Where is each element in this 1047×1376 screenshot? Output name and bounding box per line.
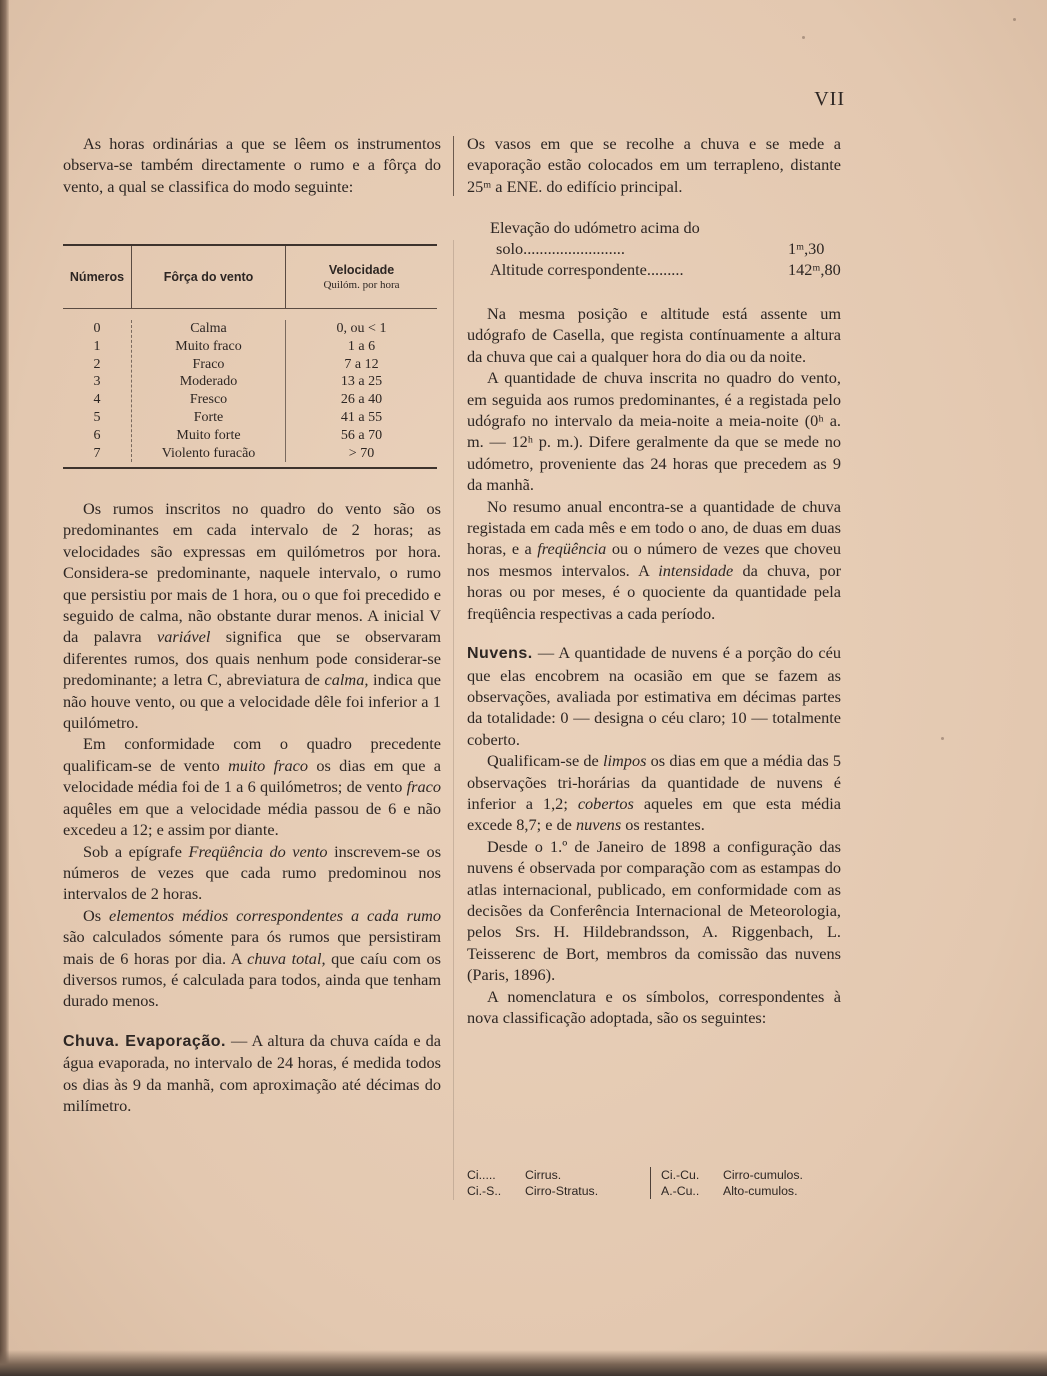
table-cell-number: 1 bbox=[93, 338, 101, 354]
table-cell-velocity: 1 a 6 bbox=[347, 338, 376, 354]
table-cell-force: Violento furacão bbox=[161, 445, 256, 461]
cloud-entry: Ci.-Cu. Cirro-cumulos. bbox=[661, 1168, 803, 1182]
paragraph-chuva: Chuva. Evaporação. — A altura da chuva caída e da água evaporada, no intervalo de 24 horas, é medida todos os dias às 9 da manhã, com aproximação até décimas do milímetro. bbox=[63, 1030, 441, 1115]
table-cell-velocity: 56 a 70 bbox=[340, 427, 383, 443]
page-number: VII bbox=[814, 88, 845, 110]
elevation-block bbox=[490, 217, 840, 280]
elevation-row-1: Elevação do udómetro acima do bbox=[490, 218, 700, 237]
paper-spot bbox=[1013, 18, 1016, 21]
right-column-body bbox=[467, 303, 841, 1028]
cloud-entry: A.-Cu.. Alto-cumulos. bbox=[661, 1184, 798, 1198]
paragraph-udografo: Na mesma posição e altitude está assente um udógrafo de Casella, que regista contínuamente a altura da chuva que cai a qualquer hora do dia ou da noite. bbox=[467, 304, 841, 366]
altitude-value: 142ᵐ,80 bbox=[788, 260, 841, 279]
column-divider bbox=[453, 136, 454, 196]
table-cell-force: Fraco bbox=[192, 356, 225, 372]
paragraph-qualificam: Qualificam-se de limpos os dias em que a média das 5 observações tri-horárias da quantidade de nuvens é inferior a 1,2; cobertos aqueles em que esta média excede 8,7; e de nuvens os restantes. bbox=[467, 751, 842, 835]
table-cell-number: 4 bbox=[93, 392, 101, 408]
table-cell-velocity: 7 a 12 bbox=[344, 356, 379, 372]
paper-spot bbox=[802, 36, 805, 39]
header-velocity-unit: Quilóm. por hora bbox=[323, 279, 400, 291]
column-divider-faint bbox=[453, 240, 454, 1200]
table-cell-velocity: 0, ou < 1 bbox=[336, 321, 387, 336]
column-velocities bbox=[286, 320, 437, 462]
elevation-value: 1ᵐ,30 bbox=[788, 239, 825, 258]
paragraph-frequencia: Sob a epígrafe Freqüência do vento inscrevem-se os números de vezes que cada rumo predominou nos intervalos de 2 horas. bbox=[63, 841, 442, 904]
table-header bbox=[63, 246, 437, 309]
table-cell-force: Muito forte bbox=[176, 427, 241, 443]
table-cell-velocity: 13 a 25 bbox=[340, 374, 383, 390]
table-cell-force: Muito fraco bbox=[175, 338, 242, 354]
heading-nuvens: Nuvens. bbox=[467, 645, 533, 663]
cloud-column-left bbox=[467, 1167, 651, 1199]
column-numbers bbox=[63, 320, 132, 462]
table-cell-number: 0 bbox=[93, 321, 101, 336]
table-cell-velocity: > 70 bbox=[348, 445, 375, 461]
header-velocity: Velocidade Quilóm. por hora bbox=[323, 263, 400, 291]
table-cell-force: Calma bbox=[190, 321, 227, 336]
cloud-column-right bbox=[651, 1167, 803, 1199]
header-numbers: Números bbox=[63, 246, 132, 308]
paragraph-rumos: Os rumos inscritos no quadro do vento são os predominantes em cada intervalo de 2 horas; as velocidades são expressas em quilómetros por hora. Considera-se predominante, naquele intervalo, o rumo que persistiu por mais de 1 hora, ou o que foi precedido e seguido de calma, não obstante durar menos. A inicial V da palavra variável significa que se observaram diferentes rumos, dos quais nenhum pode considerar-se predominante; a letra C, abreviatura de calma, indica que não houve vento, ou que a velocidade dêle foi inferior a 1 quilómetro. bbox=[63, 499, 441, 733]
paragraph-vasos: Os vasos em que se recolhe a chuva e se mede a evaporação estão colocados em um terrapleno, distante 25ᵐ a ENE. do edifício principal. bbox=[467, 134, 841, 196]
paragraph-conformidade: Em conformidade com o quadro precedente qualificam-se de vento muito fraco os dias em que a velocidade média foi de 1 a 6 quilómetros; de vento fraco aquêles em que a velocidade média passou de 6 e não excedeu a 12; e assim por diante. bbox=[63, 734, 442, 840]
table-bottom-rule bbox=[63, 467, 437, 469]
paragraph-resumo: No resumo anual encontra-se a quantidade de chuva registada em cada mês e em todo o ano, de duas em duas horas, e a freqüência ou o número de vezes que choveu nos mesmos intervalos. A intensidade da chuva, por horas ou por meses, é o quociente da quantidade pela freqüência respectivas a cada período. bbox=[467, 496, 842, 623]
table-cell-force: Fresco bbox=[189, 392, 228, 408]
header-force: Fôrça do vento bbox=[132, 246, 286, 308]
right-column-top bbox=[467, 133, 841, 197]
table-cell-velocity: 26 a 40 bbox=[340, 392, 383, 408]
paragraph-elementos: Os elementos médios correspondentes a cada rumo são calculados sómente para ós rumos que persistiram mais de 6 horas por dia. A chuva total, que caíu com os diversos rumos, é calculada para todos, ainda que tenham durado menos. bbox=[63, 905, 441, 1011]
altitude-row: Altitude correspondente......... 142ᵐ,80 bbox=[490, 260, 841, 279]
table-cell-number: 5 bbox=[93, 409, 101, 425]
table-cell-velocity: 41 a 55 bbox=[340, 409, 383, 425]
table-cell-number: 2 bbox=[93, 356, 101, 372]
table-cell-force: Moderado bbox=[179, 374, 238, 390]
left-column-intro bbox=[63, 133, 441, 197]
cloud-nomenclature bbox=[467, 1167, 841, 1199]
paper-spot bbox=[941, 737, 944, 740]
table-body bbox=[63, 309, 437, 462]
paragraph-quantidade: A quantidade de chuva inscrita no quadro do vento, em seguida aos rumos predominantes, é a registada pelo udógrafo no intervalo da meia-noite a meia-noite (0ʰ a. m. — 12ʰ p. m.). Difere geralmente da que se mede no udómetro, proveniente das 24 horas que precedem as 9 da manhã. bbox=[467, 368, 841, 495]
intro-paragraph: As horas ordinárias a que se lêem os instrumentos observa-se também directamente o rumo e a fôrça do vento, a qual se classifica do modo seguinte: bbox=[63, 134, 441, 196]
table-cell-number: 3 bbox=[93, 374, 101, 390]
table-cell-force: Forte bbox=[193, 409, 224, 425]
paragraph-nuvens: Nuvens. — A quantidade de nuvens é a porção do céu que elas encobrem na ocasião em que se fazem as observações, avaliada por estimativa em décimas partes da totalidade: 0 — designa o céu claro; 10 — totalmente coberto. bbox=[467, 643, 842, 749]
paragraph-desde: Desde o 1.º de Janeiro de 1898 a configuração das nuvens é observada por comparação com as estampas do atlas internacional, publicado, em conformidade com as decisões da Conferência Internacional de Meteorologia, pelos Srs. H. Hildebrandsson, A. Riggenbach, L. Teisserenc de Bort, membros da comissão das nuvens (Paris, 1896). bbox=[467, 836, 841, 985]
wind-table bbox=[63, 244, 437, 469]
cloud-entry: Ci..... Cirrus. bbox=[467, 1168, 562, 1182]
book-spine-shadow bbox=[0, 0, 9, 1376]
column-forces bbox=[132, 320, 286, 462]
heading-chuva: Chuva. Evaporação. bbox=[63, 1032, 226, 1050]
table-cell-number: 7 bbox=[93, 445, 101, 461]
table-cell-number: 6 bbox=[93, 427, 101, 443]
cloud-entry: Ci.-S.. Cirro-Stratus. bbox=[467, 1184, 599, 1198]
paragraph-nomenclatura: A nomenclatura e os símbolos, correspondentes à nova classificação adoptada, são os seguintes: bbox=[467, 986, 841, 1027]
bottom-edge-shadow bbox=[0, 1350, 1047, 1376]
left-column-body bbox=[63, 498, 441, 1116]
elevation-row-2: solo......................... 1ᵐ,30 bbox=[490, 238, 840, 259]
